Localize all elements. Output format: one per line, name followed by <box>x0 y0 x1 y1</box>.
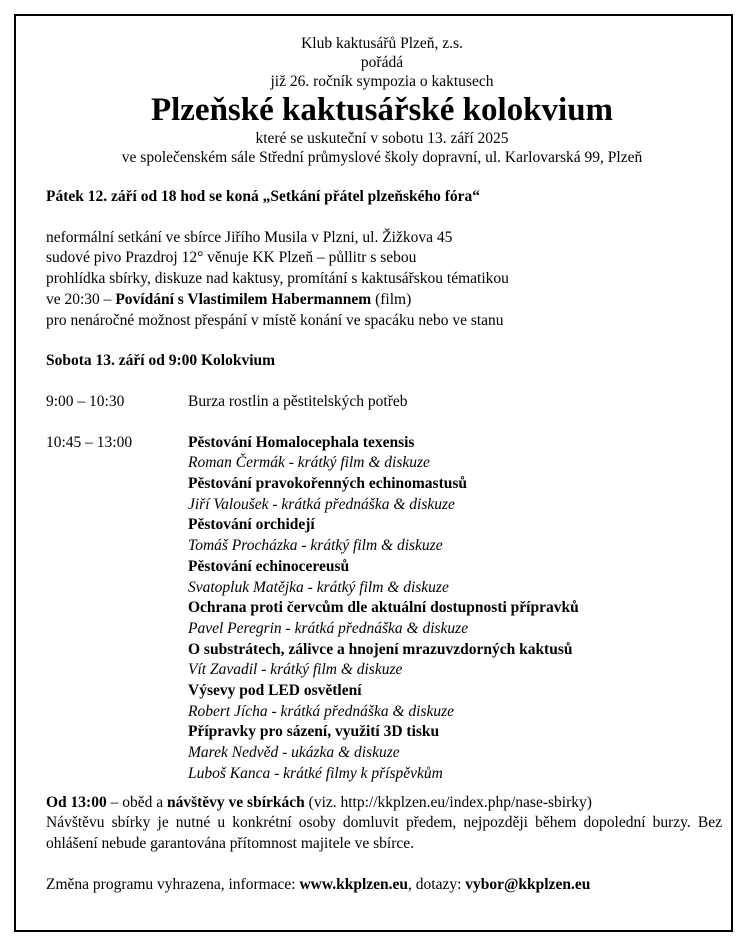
edition-line: již 26. ročník sympozia o kaktusech <box>270 73 494 90</box>
afternoon-mid: – oběd a <box>106 793 167 811</box>
invitation-content <box>32 34 732 895</box>
afternoon-line <box>46 793 732 814</box>
venue-line: ve společenském sále Střední průmyslové školy dopravní, ul. Karlovarská 99, Plzeň <box>121 149 643 166</box>
visit-note: Návštěvu sbírky je nutné u konkrétní osoby domluvit předem, nejpozději během dopolední burzy. Bez ohlášení nebude garantována přítomnost majitele ve sbírce. <box>46 814 722 852</box>
organizer: Klub kaktusářů Plzeň, z.s. <box>301 35 463 52</box>
talk-title: Ochrana proti červcům dle aktuální dostupnosti přípravků <box>188 599 579 617</box>
talk-speaker: Roman Čermák - krátký film & diskuze <box>188 454 430 472</box>
collection-visits: návštěvy ve sbírkách <box>166 793 305 811</box>
habermann-talk: Povídání s Vlastimilem Habermannem <box>115 290 372 308</box>
schedule-slot-1 <box>32 392 732 413</box>
talk-title: Přípravky pro sázení, využití 3D tisku <box>188 723 440 741</box>
talk-title: Pěstování pravokořenných echinomastusů <box>188 475 468 493</box>
page-border <box>14 14 733 932</box>
date-line: které se uskuteční v sobotu 13. září 2025 <box>255 130 509 147</box>
footer-mid: , dotazy: <box>408 875 466 893</box>
friday-line-4-suffix: (film) <box>371 290 412 308</box>
email-link[interactable]: vybor@kkplzen.eu <box>465 875 591 893</box>
friday-heading: Pátek 12. září od 18 hod se koná „Setkání přátel plzeňského fóra“ <box>46 188 481 205</box>
event-title: Plzeňské kaktusářské kolokvium <box>150 92 614 128</box>
talk-title: O substrátech, zálivce a hnojení mrazuvzdorných kaktusů <box>188 640 573 658</box>
talk-title: Výsevy pod LED osvětlení <box>188 682 362 700</box>
talk-speaker: Vít Zavadil - krátký film & diskuze <box>188 661 403 679</box>
talk-title: Pěstování Homalocephala texensis <box>188 433 415 451</box>
website-link[interactable]: www.kkplzen.eu <box>299 875 409 893</box>
afternoon-time: Od 13:00 <box>46 793 107 811</box>
talk-speaker: Luboš Kanca - krátké filmy k příspěvkům <box>188 764 443 782</box>
friday-line-2: sudové pivo Prazdroj 12° věnuje KK Plzeň – půllitr s sebou <box>46 249 417 267</box>
collections-url[interactable]: (viz. http://kkplzen.eu/index.php/nase-sbirky) <box>304 793 592 811</box>
talk-speaker: Svatopluk Matějka - krátký film & diskuze <box>188 578 449 596</box>
friday-line-4 <box>46 290 732 311</box>
presents: pořádá <box>360 54 404 71</box>
talk-speaker: Robert Jícha - krátká přednáška & diskuze <box>188 702 455 720</box>
friday-line-1: neformální setkání ve sbírce Jiřího Musila v Plzni, ul. Žižkova 45 <box>46 228 453 246</box>
saturday-heading: Sobota 13. září od 9:00 Kolokvium <box>46 352 276 370</box>
talk-speaker: Jiří Valoušek - krátká přednáška & diskuze <box>188 495 455 513</box>
schedule-slot-2 <box>32 433 732 785</box>
slot-1-time: 9:00 – 10:30 <box>46 392 125 410</box>
friday-line-3: prohlídka sbírky, diskuze nad kaktusy, promítání s kaktusářskou tématikou <box>46 270 509 288</box>
talk-speaker: Pavel Peregrin - krátká přednáška & diskuze <box>188 619 469 637</box>
footer-prefix: Změna programu vyhrazena, informace: <box>46 875 300 893</box>
footer-line <box>46 875 732 896</box>
talk-title: Pěstování echinocereusů <box>188 557 350 575</box>
friday-line-4-prefix: ve 20:30 – <box>46 290 116 308</box>
talk-speaker: Marek Nedvěd - ukázka & diskuze <box>188 744 400 762</box>
slot-1-text: Burza rostlin a pěstitelských potřeb <box>188 392 408 410</box>
friday-line-5: pro nenáročné možnost přespání v místě konání ve spacáku nebo ve stanu <box>46 311 504 329</box>
talk-speaker: Tomáš Procházka - krátký film & diskuze <box>188 537 443 555</box>
slot-2-time: 10:45 – 13:00 <box>46 433 133 451</box>
talk-title: Pěstování orchidejí <box>188 516 315 534</box>
